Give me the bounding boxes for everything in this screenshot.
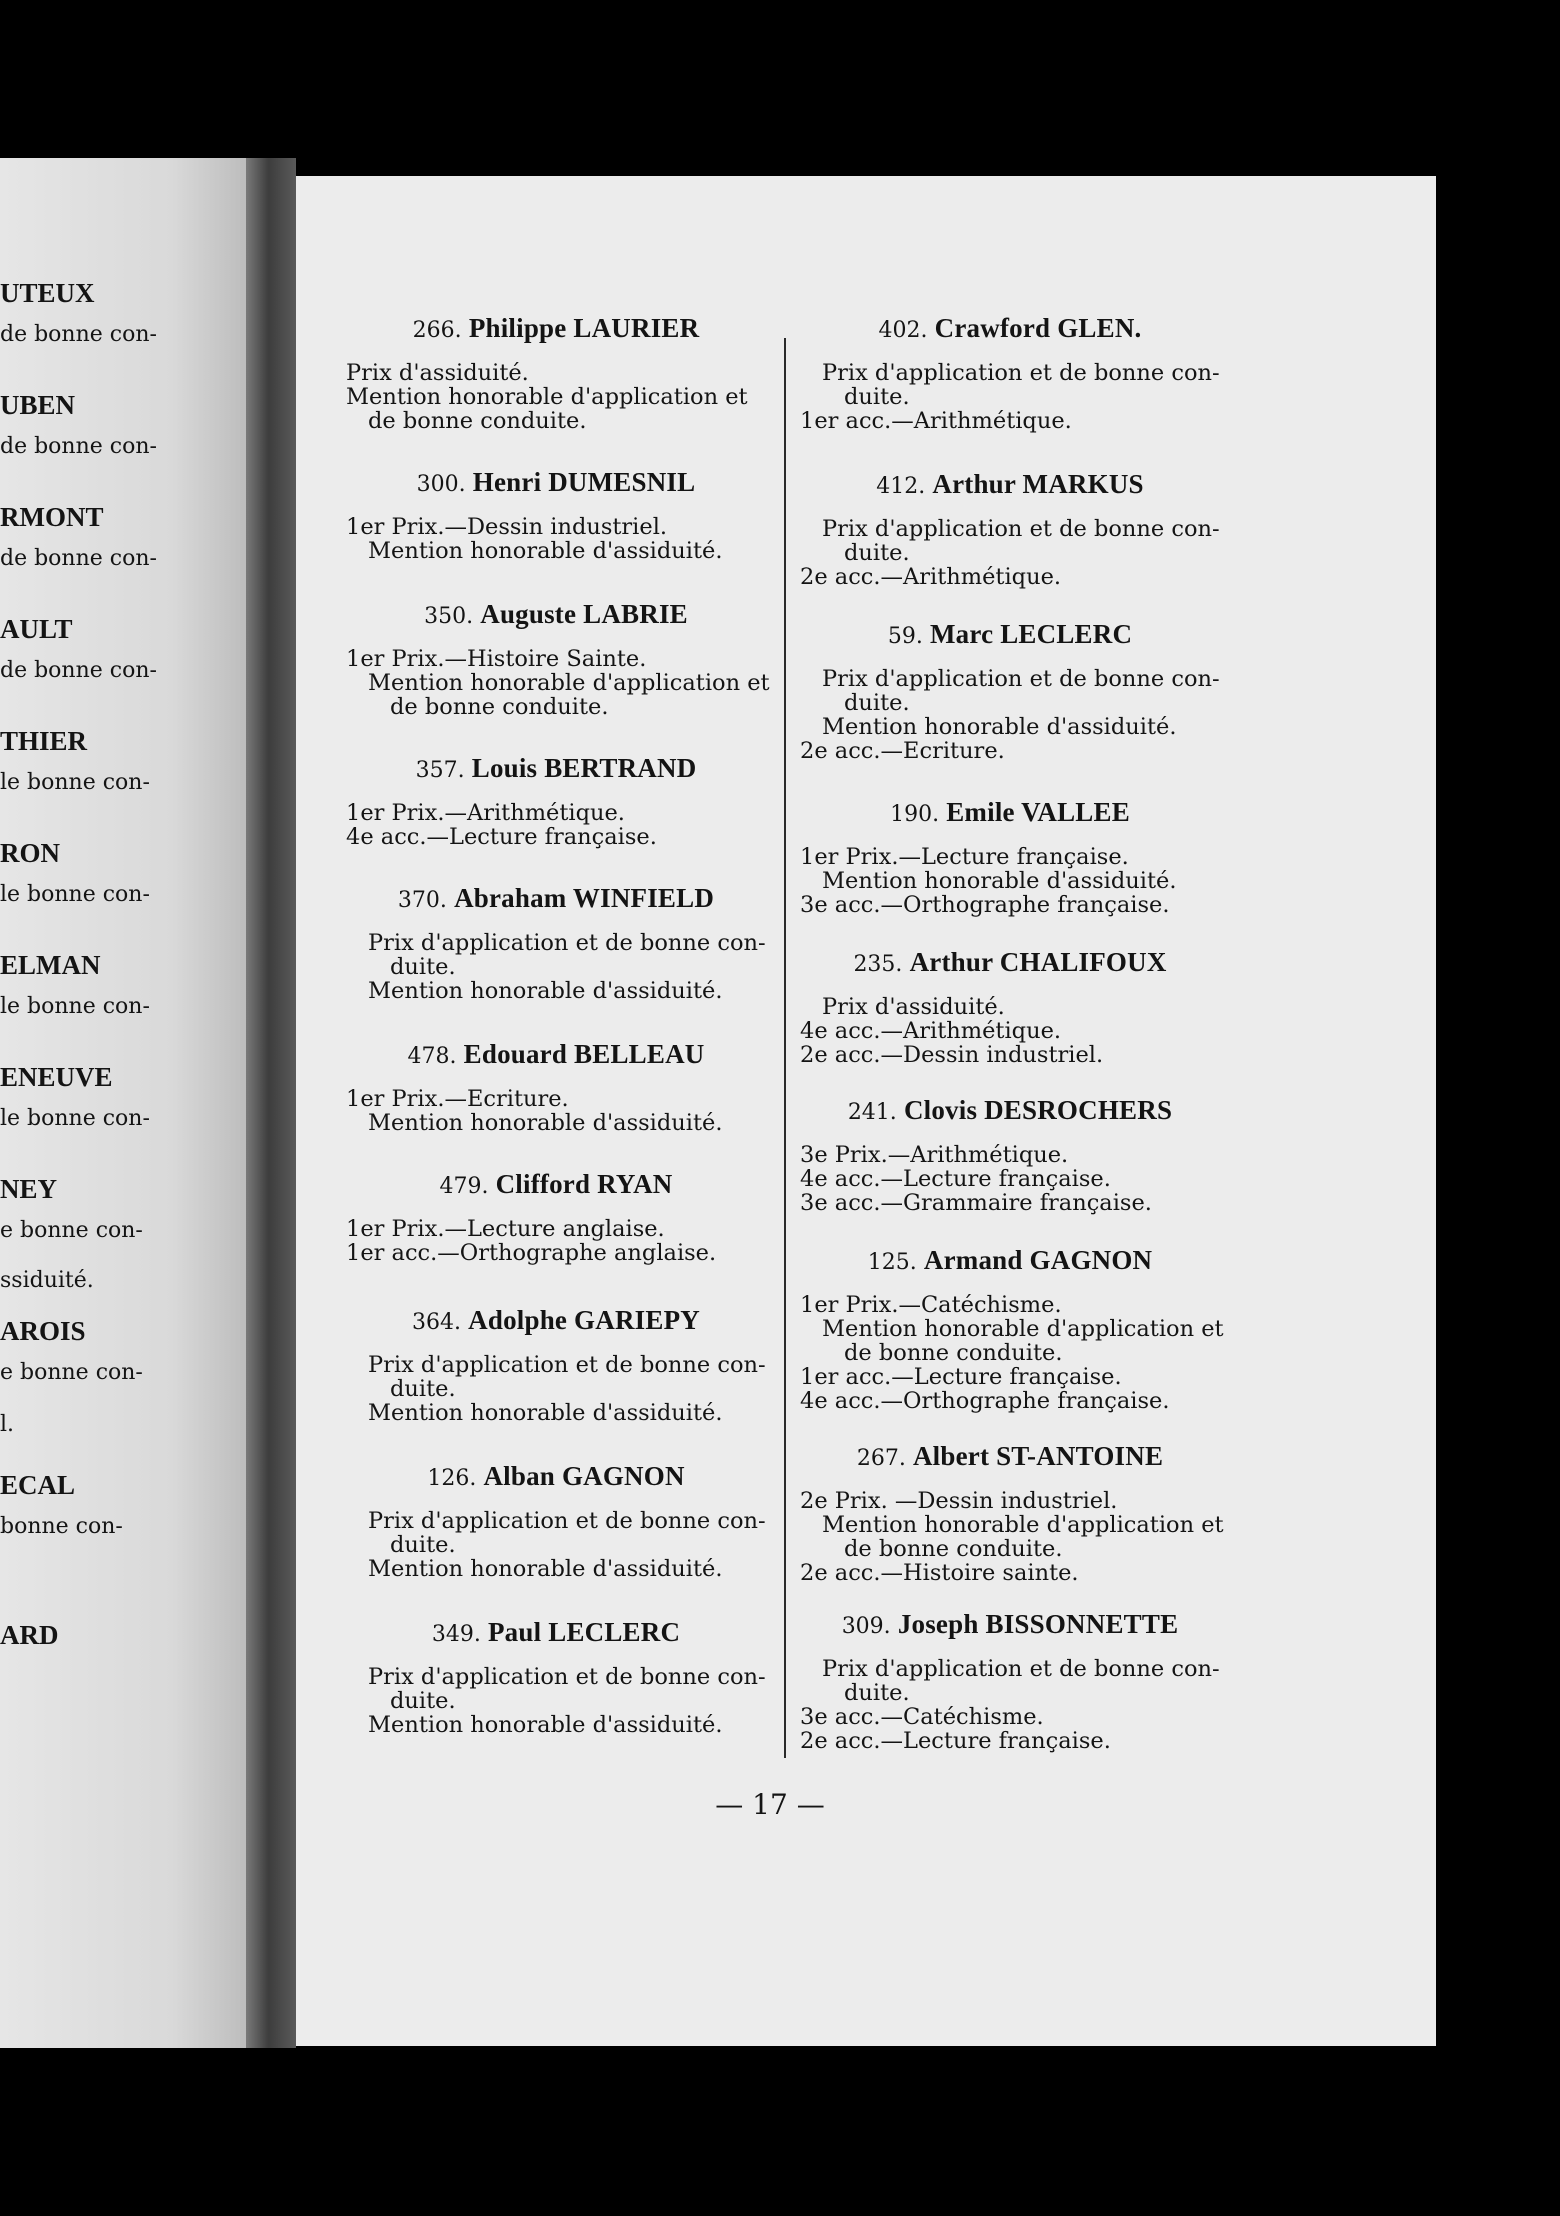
student-number: 235. [853,952,903,977]
award-line: duite. [844,1680,910,1706]
student-entry [346,1305,766,1426]
student-number: 300. [416,472,466,497]
entry-heading [800,469,1220,499]
student-entry [800,313,1220,434]
student-name: Armand GAGNON [923,1245,1153,1275]
student-name: Emile VALLEE [946,797,1130,827]
award-line: Mention honorable d'assiduité. [368,1556,723,1582]
student-entry [800,469,1220,590]
student-name: Marc LECLERC [930,619,1133,649]
entry-heading [800,1609,1220,1639]
student-entry [800,797,1220,918]
entry-heading [346,1305,766,1335]
student-entry [346,883,766,1004]
student-name: Adolphe GARIEPY [468,1305,700,1335]
student-entry [346,313,766,434]
award-line: Mention honorable d'assiduité. [368,1110,723,1136]
award-line: duite. [390,954,456,980]
award-line: de bonne conduite. [844,1340,1063,1366]
entry-heading [346,1039,766,1069]
award-line: 1er Prix.—Lecture anglaise. [346,1216,665,1242]
column-divider [784,338,786,1758]
facing-page-name: UBEN [0,390,76,420]
award-line: de bonne conduite. [844,1536,1063,1562]
award-line: Mention honorable d'assiduité. [368,978,723,1004]
award-line: 1er Prix.—Histoire Sainte. [346,646,647,672]
award-line: 2e acc.—Ecriture. [800,738,1005,764]
entry-heading [800,947,1220,977]
award-line: Prix d'application et de bonne con- [822,666,1220,692]
student-entry [346,467,766,564]
facing-page-line: le bonne con- [0,994,150,1019]
award-line: 3e Prix.—Arithmétique. [800,1142,1069,1168]
facing-page-name: NEY [0,1174,58,1204]
facing-page-name: RMONT [0,502,104,532]
facing-page-line: bonne con- [0,1514,123,1539]
entry-heading [800,797,1220,827]
entry-heading [800,1245,1220,1275]
student-entry [800,1609,1220,1754]
award-line: duite. [844,690,910,716]
entry-heading [800,1441,1220,1471]
student-name: Arthur CHALIFOUX [909,947,1167,977]
facing-page-name: AROIS [0,1316,86,1346]
award-line: duite. [390,1376,456,1402]
award-line: 1er Prix.—Arithmétique. [346,800,625,826]
student-entry [346,1169,766,1266]
student-number: 364. [412,1310,462,1335]
student-number: 126. [427,1466,477,1491]
student-entry [800,619,1220,764]
award-line: duite. [390,1532,456,1558]
student-number: 357. [415,758,465,783]
award-line: 2e acc.—Histoire sainte. [800,1560,1079,1586]
student-entry [800,947,1220,1068]
page-number: — 17 — [715,1788,825,1821]
award-line: Mention honorable d'assiduité. [822,868,1177,894]
award-line: Prix d'application et de bonne con- [368,1664,766,1690]
entry-heading [346,1461,766,1491]
award-line: Prix d'assiduité. [822,994,1005,1020]
facing-page-name: ENEUVE [0,1062,113,1092]
award-line: Mention honorable d'application et [346,384,748,410]
award-line: 1er Prix.—Lecture française. [800,844,1129,870]
student-name: Albert ST-ANTOINE [912,1441,1164,1471]
facing-page-name: UTEUX [0,278,95,308]
award-line: Prix d'application et de bonne con- [822,516,1220,542]
entry-heading [800,313,1220,343]
entry-heading [800,1095,1220,1125]
award-line: Prix d'application et de bonne con- [822,1656,1220,1682]
award-line: duite. [844,384,910,410]
award-line: 4e acc.—Lecture française. [800,1166,1111,1192]
award-line: 4e acc.—Orthographe française. [800,1388,1170,1414]
entry-heading [346,883,766,913]
student-name: Paul LECLERC [487,1617,681,1647]
facing-page-line: ssiduité. [0,1268,94,1293]
student-entry [800,1441,1224,1586]
award-line: 1er acc.—Orthographe anglaise. [346,1240,717,1266]
award-line: Mention honorable d'assiduité. [368,1400,723,1426]
facing-page-line: de bonne con- [0,658,157,683]
facing-page-line: e bonne con- [0,1360,143,1385]
award-line: Mention honorable d'application et [822,1316,1224,1342]
student-name: Philippe LAURIER [468,313,700,343]
award-line: 2e Prix. —Dessin industriel. [800,1488,1118,1514]
student-entry [346,599,770,720]
entry-heading [346,1169,766,1199]
book-gutter [246,158,296,2048]
facing-page-name: ARD [0,1620,59,1650]
award-line: 1er Prix.—Catéchisme. [800,1292,1062,1318]
facing-page-name: ECAL [0,1470,76,1500]
student-name: Louis BERTRAND [471,753,697,783]
student-name: Arthur MARKUS [932,469,1144,499]
award-line: Mention honorable d'assiduité. [822,714,1177,740]
entry-heading [346,313,766,343]
award-line: de bonne conduite. [390,694,609,720]
student-entry [800,1095,1220,1216]
award-line: duite. [390,1688,456,1714]
student-name: Clifford RYAN [495,1169,673,1199]
student-entry [346,1617,766,1738]
award-line: duite. [844,540,910,566]
student-name: Henri DUMESNIL [472,467,696,497]
facing-page-name: AULT [0,614,73,644]
facing-page-line: de bonne con- [0,322,157,347]
student-number: 266. [412,318,462,343]
facing-page-name: THIER [0,726,88,756]
facing-page-line: de bonne con- [0,546,157,571]
student-number: 479. [439,1174,489,1199]
award-line: 3e acc.—Grammaire française. [800,1190,1152,1216]
student-entry [800,1245,1224,1414]
facing-page-line: le bonne con- [0,1106,150,1131]
award-line: 2e acc.—Dessin industriel. [800,1042,1104,1068]
award-line: 1er acc.—Lecture française. [800,1364,1122,1390]
award-line: Mention honorable d'assiduité. [368,538,723,564]
student-entry [346,753,766,850]
award-line: 4e acc.—Lecture française. [346,824,657,850]
award-line: Prix d'assiduité. [346,360,529,386]
award-line: 3e acc.—Catéchisme. [800,1704,1044,1730]
student-number: 125. [867,1250,917,1275]
facing-page-line: l. [0,1412,15,1437]
facing-page-line: le bonne con- [0,882,150,907]
student-name: Crawford GLEN. [934,313,1142,343]
student-number: 59. [887,624,923,649]
student-entry [346,1039,766,1136]
student-number: 241. [847,1100,897,1125]
student-number: 309. [841,1614,891,1639]
award-line: 1er acc.—Arithmétique. [800,408,1072,434]
award-line: Mention honorable d'assiduité. [368,1712,723,1738]
student-number: 478. [407,1044,457,1069]
student-number: 349. [431,1622,481,1647]
student-name: Auguste LABRIE [480,599,688,629]
student-name: Edouard BELLEAU [463,1039,705,1069]
award-line: Prix d'application et de bonne con- [368,930,766,956]
student-number: 350. [424,604,474,629]
award-line: 1er Prix.—Ecriture. [346,1086,569,1112]
facing-page-name: ELMAN [0,950,101,980]
facing-page-line: de bonne con- [0,434,157,459]
award-line: 3e acc.—Orthographe française. [800,892,1170,918]
award-line: Mention honorable d'application et [822,1512,1224,1538]
award-line: 2e acc.—Lecture française. [800,1728,1111,1754]
student-name: Joseph BISSONNETTE [897,1609,1179,1639]
student-name: Clovis DESROCHERS [903,1095,1173,1125]
student-name: Abraham WINFIELD [454,883,715,913]
student-number: 402. [878,318,928,343]
award-line: Prix d'application et de bonne con- [368,1352,766,1378]
student-name: Alban GAGNON [483,1461,685,1491]
award-line: Prix d'application et de bonne con- [368,1508,766,1534]
award-line: 4e acc.—Arithmétique. [800,1018,1062,1044]
award-line: 2e acc.—Arithmétique. [800,564,1062,590]
facing-page-line: le bonne con- [0,770,150,795]
award-line: de bonne conduite. [368,408,587,434]
award-line: 1er Prix.—Dessin industriel. [346,514,668,540]
award-line: Mention honorable d'application et [368,670,770,696]
entry-heading [346,753,766,783]
student-number: 370. [397,888,447,913]
facing-page-name: RON [0,838,60,868]
student-number: 267. [856,1446,906,1471]
facing-page-line: e bonne con- [0,1218,143,1243]
entry-heading [346,599,766,629]
student-number: 412. [876,474,926,499]
student-number: 190. [890,802,940,827]
entry-heading [346,467,766,497]
award-line: Prix d'application et de bonne con- [822,360,1220,386]
entry-heading [346,1617,766,1647]
student-entry [346,1461,766,1582]
entry-heading [800,619,1220,649]
